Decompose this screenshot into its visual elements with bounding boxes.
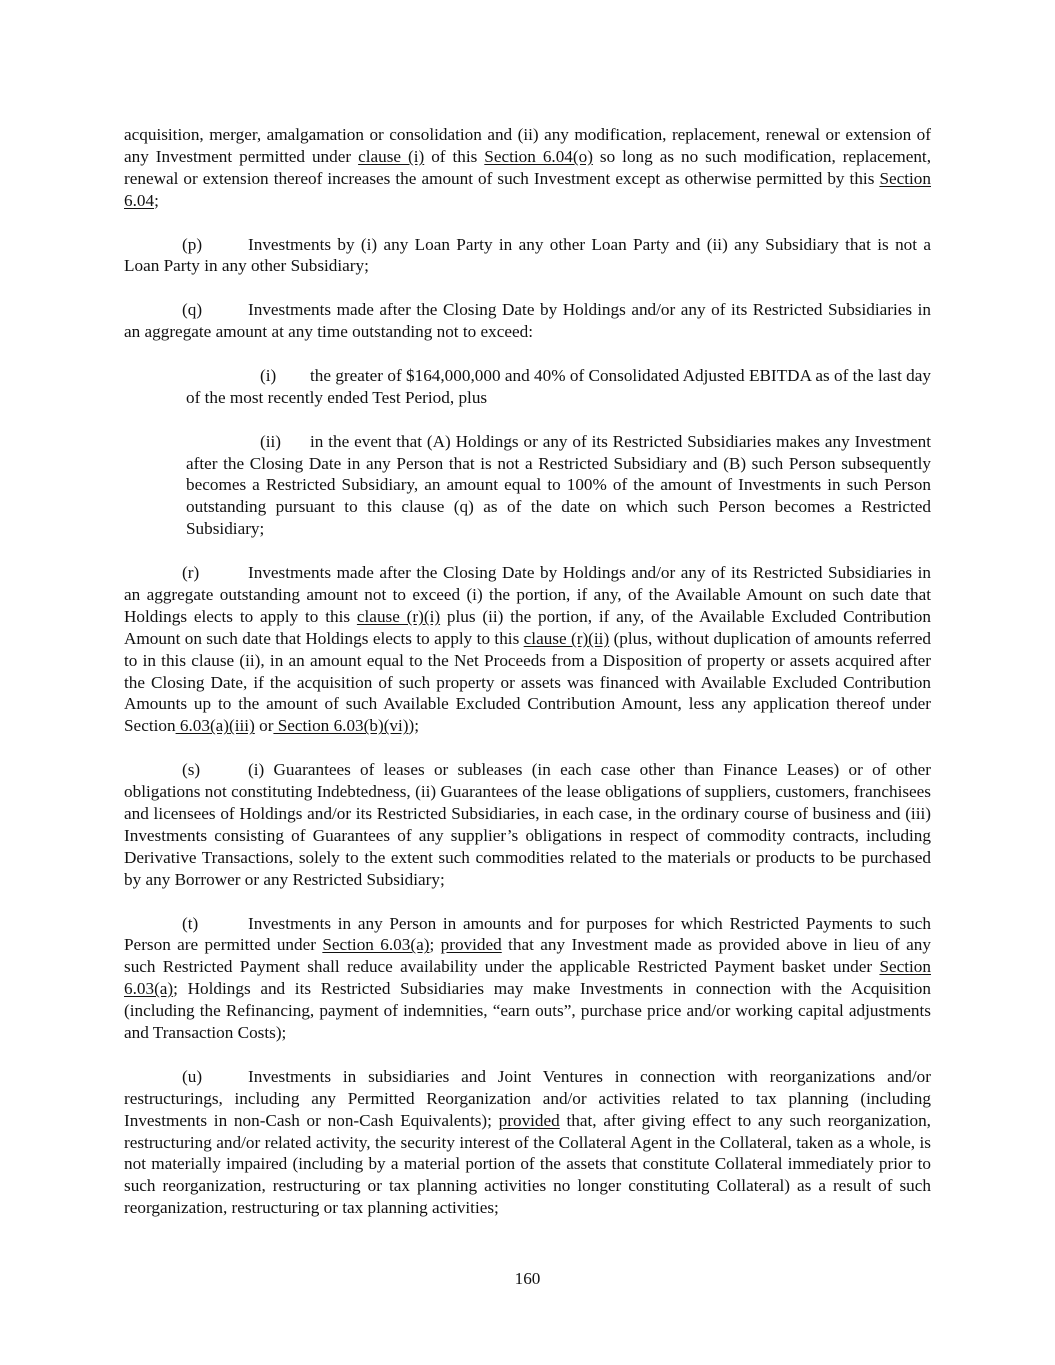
section-reference: Section 6.04 xyxy=(124,168,931,210)
paragraph-t: (t) Investments in any Person in amounts and for purposes for which Restricted Payments to such Person are permitted under Section 6.03(a); provided that any Investment made as provided above in lieu of any such Restricted Payment shall reduce availability under the applicable Restricted Payment basket under Section 6.03(a); Holdings and its Restricted Subsidiaries may make Investments in connection with the Acquisition (including the Refinancing, payment of indemnities, “earn outs”, purchase price and/or working capital adjustments and Transaction Costs); xyxy=(124,913,931,1043)
section-reference: Section 6.03(a) xyxy=(322,935,430,955)
item-label: (q) xyxy=(182,300,203,320)
page-number: 160 xyxy=(514,1269,541,1288)
item-label: (p) xyxy=(182,234,203,254)
item-label: (u) xyxy=(182,1066,203,1086)
clause-reference: clause (i) xyxy=(358,146,425,166)
item-label: (t) xyxy=(182,913,199,933)
clause-reference: clause (r)(ii) xyxy=(523,628,610,648)
paragraph-r: (r) Investments made after the Closing Date by Holdings and/or any of its Restricted Subsidiaries in an aggregate outstanding amount not to exceed (i) the portion, if any, of the Available Amount on such date that Holdings elects to apply to this clause (r)(i) plus (ii) the portion, if any, of the Available Excluded Contribution Amount on such date that Holdings elects to apply to this clause (r)(ii) (plus, without duplication of amounts referred to in this clause (ii), in an amount equal to the Net Proceeds from a Disposition of property or assets acquired after the Closing Date, if the acquisition of such property or assets was financed with Available Excluded Contribution Amounts up to the amount of such Available Excluded Contribution Amount, less any application thereof under Section 6.03(a)(iii) or Section 6.03(b)(vi)); xyxy=(124,563,931,736)
section-reference: 6.03(a)(iii) xyxy=(175,716,255,736)
paragraph-u: (u) Investments in subsidiaries and Joint Ventures in connection with reorganizations and/or restructurings, including any Permitted Reorganization and/or activities related to tax planning (including Investments in non-Cash or non-Cash Equivalents); provided that, after giving effect to any such reorganization, restructuring and/or related activity, the security interest of the Collateral Agent in the Collateral, taken as a whole, is not materially impaired (including by a material portion of the assets that constitute Collateral immediately prior to such reorganization, restructuring or tax planning activities no longer constituting Collateral) as a result of such reorganization, restructuring or tax planning activities; xyxy=(124,1066,931,1218)
item-label: (r) xyxy=(182,563,200,583)
paragraph-p: (p) Investments by (i) any Loan Party in any other Loan Party and (ii) any Subsidiary that is not a Loan Party in any other Subsidiary; xyxy=(124,234,931,276)
paragraph-q: (q) Investments made after the Closing Date by Holdings and/or any of its Restricted Subsidiaries in an aggregate amount at any time outstanding not to exceed: xyxy=(124,300,931,342)
paragraph-q-i: (i) the greater of $164,000,000 and 40% of Consolidated Adjusted EBITDA as of the last day of the most recently ended Test Period, plus xyxy=(186,365,931,407)
subitem-label: (i) xyxy=(260,365,277,385)
item-label: (s) xyxy=(182,760,201,780)
paragraph-o-continuation: acquisition, merger, amalgamation or consolidation and (ii) any modification, replacement, renewal or extension of any Investment permitted under clause (i) of this Section 6.04(o) so long as no such modification, replacement, renewal or extension thereof increases the amount of such Investment except as otherwise permitted by this Section 6.04; xyxy=(124,125,931,210)
paragraph-q-ii: (ii) in the event that (A) Holdings or any of its Restricted Subsidiaries makes any Investment after the Closing Date in any Person that is not a Restricted Subsidiary and (B) such Person subsequently becomes a Restricted Subsidiary, an amount equal to 100% of the amount of Investments in such Person outstanding pursuant to this clause (q) as of the date on which such Person becomes a Restricted Subsidiary; xyxy=(186,431,931,539)
document-page xyxy=(124,124,931,1241)
section-reference: Section 6.03(a) xyxy=(124,957,931,999)
proviso-term: provided xyxy=(498,1110,560,1130)
proviso-term: provided xyxy=(440,935,502,955)
section-reference: Section 6.03(b)(vi) xyxy=(273,716,409,736)
subitem-label: (ii) xyxy=(260,431,281,451)
clause-reference: clause (r)(i) xyxy=(356,606,441,626)
section-reference: Section 6.04(o) xyxy=(484,146,593,166)
paragraph-s: (s) (i) Guarantees of leases or subleases (in each case other than Finance Leases) or of other obligations not constituting Indebtedness, (ii) Guarantees of the lease obligations of suppliers, customers, franchisees and licensees of Holdings and/or its Restricted Subsidiaries, in each case, in the ordinary course of business and (iii) Investments consisting of Guarantees of any supplier’s obligations in respect of commodity contracts, including Derivative Transactions, solely to the extent such commodities related to the materials or products to be purchased by any Borrower or any Restricted Subsidiary; xyxy=(124,760,931,889)
